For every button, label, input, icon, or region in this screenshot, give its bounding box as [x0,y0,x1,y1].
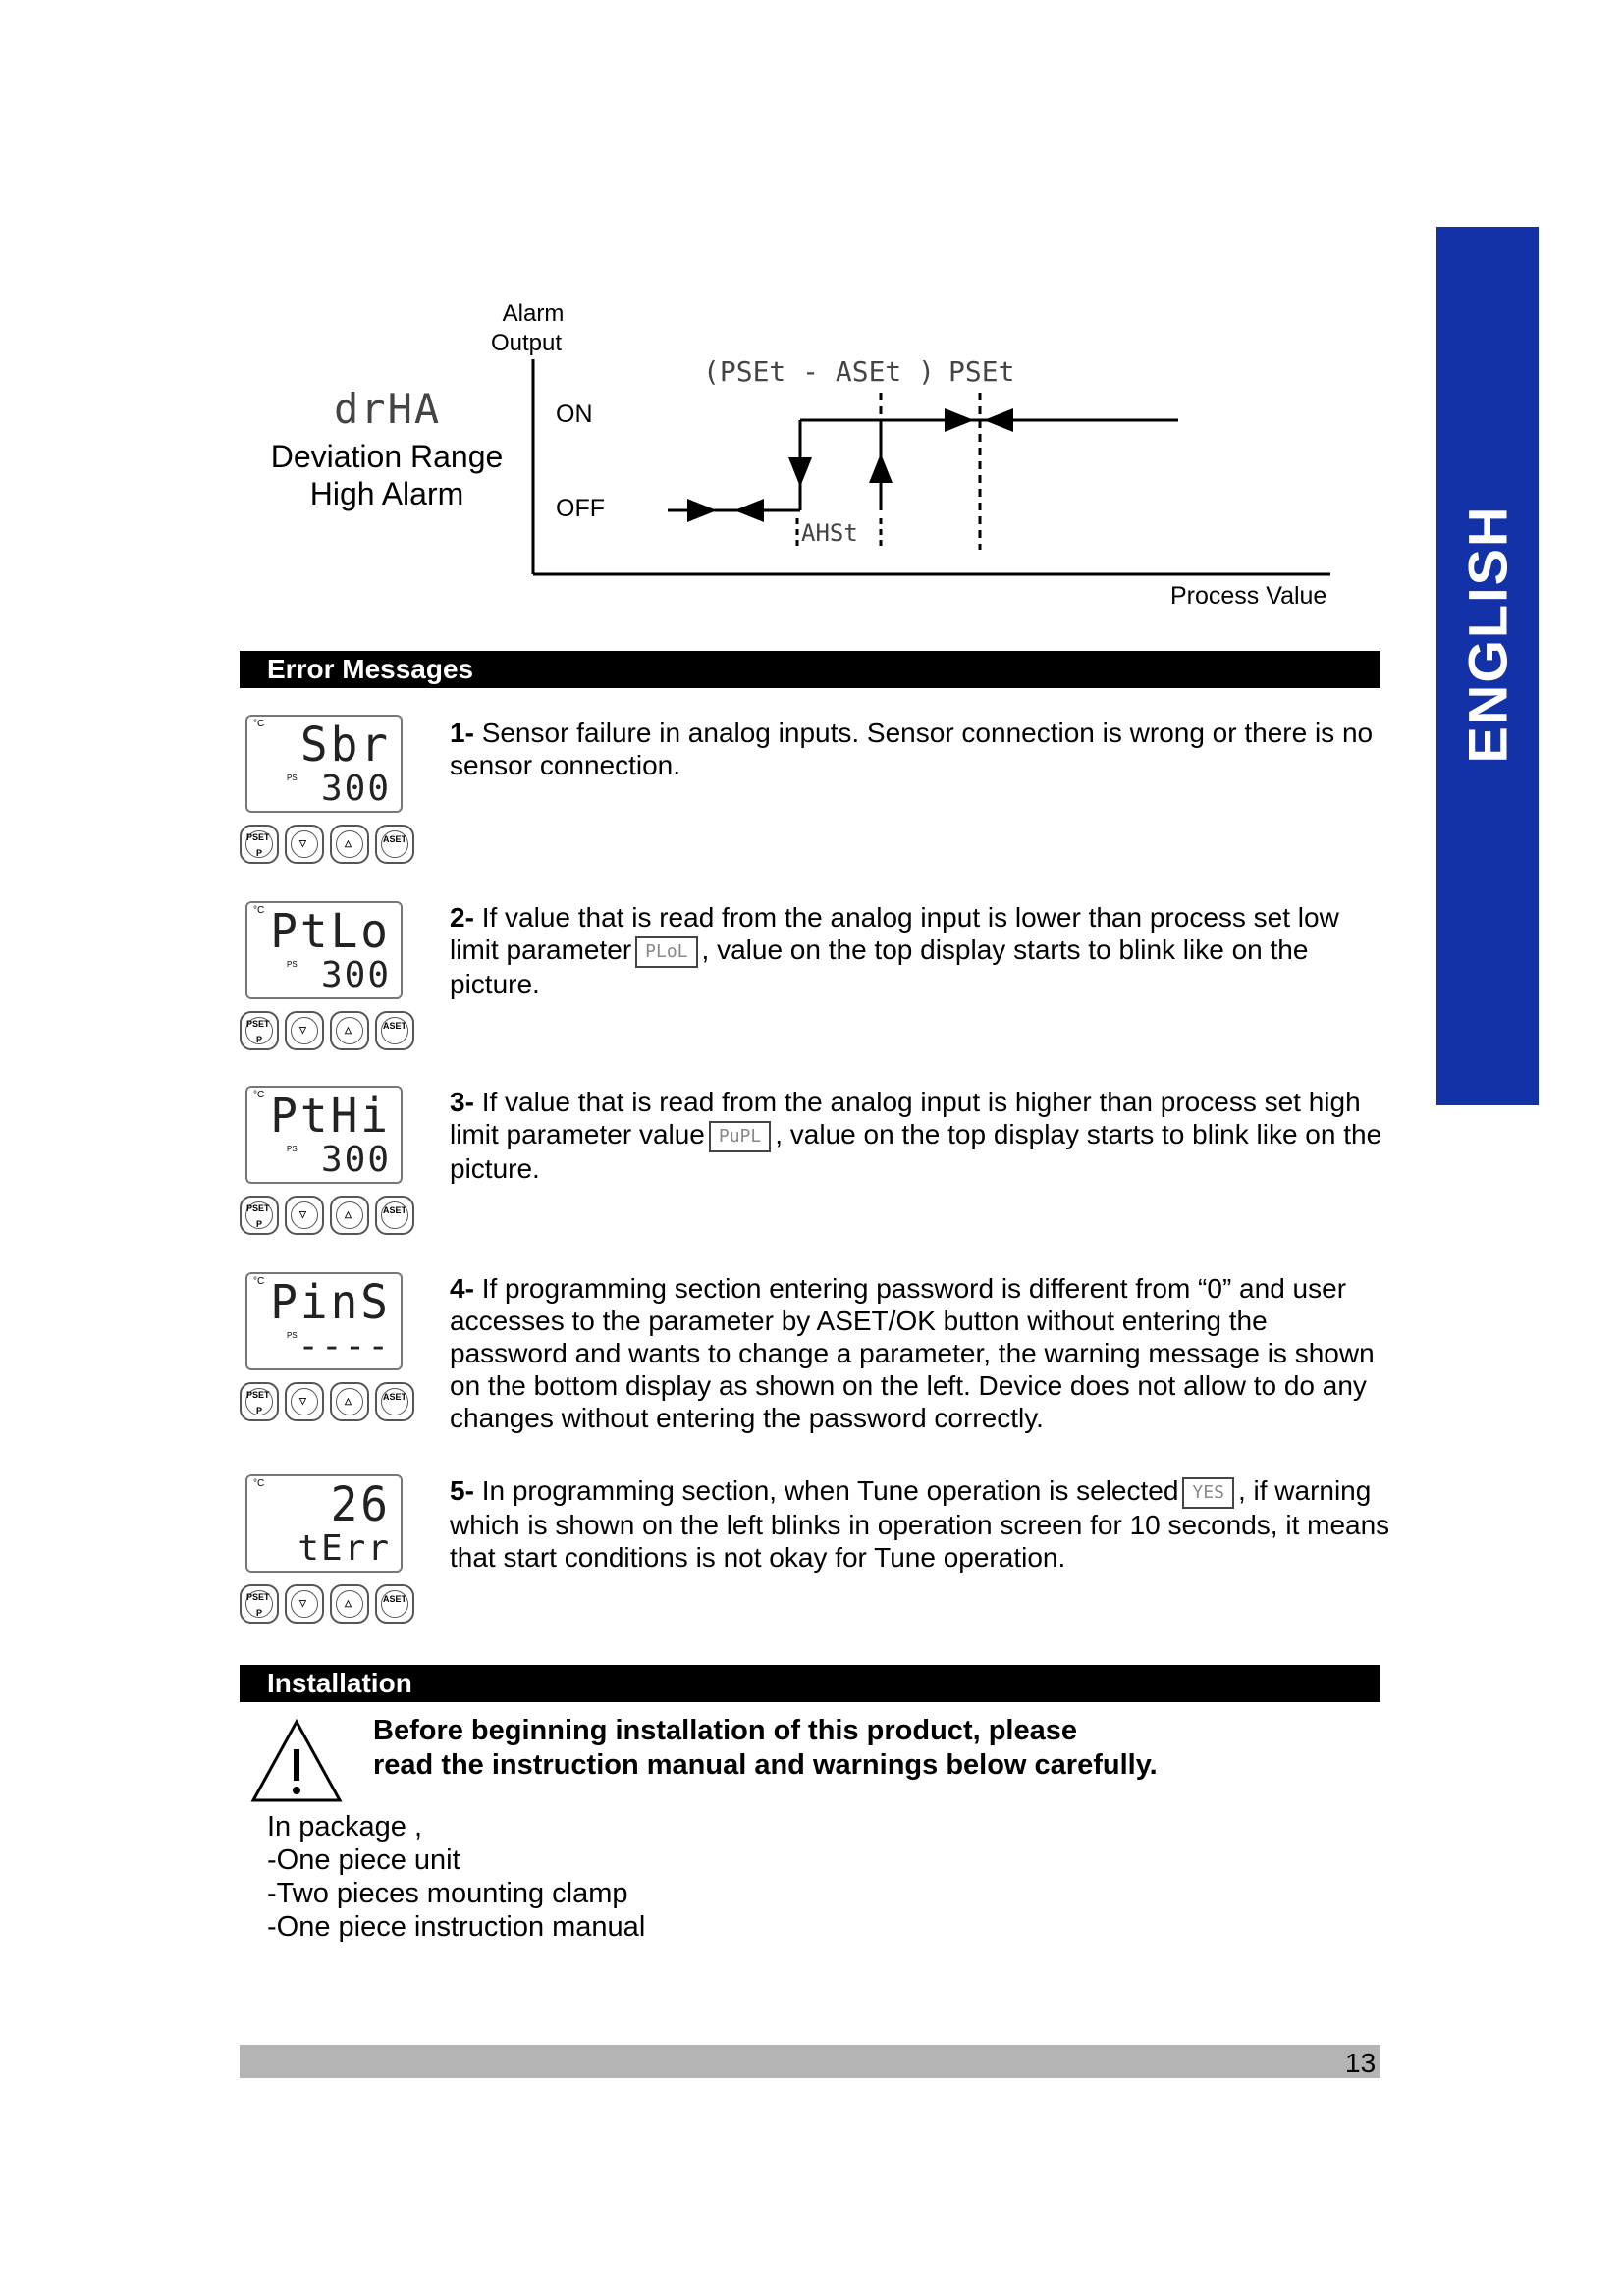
hysteresis-label: AHSt [801,519,858,547]
top-display: PinS [270,1273,391,1330]
inline-code-plol: PLoL [635,936,697,968]
warning-icon [249,1718,344,1806]
ps-label: PS [287,960,298,969]
inline-code-yes: YES [1182,1477,1234,1509]
device-display-5 [240,1474,416,1631]
package-item: -One piece instruction manual [267,1911,646,1943]
up-button: △ [330,825,369,864]
device-display-4 [240,1272,416,1429]
alarm-output-label: Alarm [502,300,565,327]
language-tab-label: ENGLISH [1456,505,1519,764]
installation-warning: Before beginning installation of this product, please read the instruction manual and warnings below carefully. [373,1715,1158,1781]
lcd-screen [245,1474,403,1573]
device-buttons [240,825,416,866]
down-button: ▽ [285,1196,324,1235]
alarm-diagram-graphics [0,0,1624,687]
down-arrow [788,457,812,487]
bottom-display: ---- [298,1326,391,1366]
top-display: 26 [330,1475,391,1532]
error-text-2: 2- If value that is read from the analog input is lower than process set low limit parameter PLoL , value on the top display starts to blink like on the picture. [450,902,1339,999]
bottom-display: 300 [320,769,391,809]
aset-button: ASET [375,1196,414,1235]
error-text-3: 3- If value that is read from the analog input is higher than process set high limit parameter value PuPL , value on the top display starts to blink like on the picture. [450,1087,1382,1184]
x-axis-label: Process Value [1170,582,1327,610]
installation-title: Installation [267,1668,412,1698]
up-button: △ [330,1196,369,1235]
down-button: ▽ [285,1382,324,1421]
error-messages-header [240,651,1380,688]
bottom-display: 300 [320,1140,391,1180]
page-number: 13 [1345,2048,1377,2078]
unit-label: °C [253,1090,265,1100]
error-messages-title: Error Messages [267,654,474,684]
ps-label: PS [287,774,298,782]
inline-code-pupl: PuPL [709,1121,771,1152]
device-buttons [240,1011,416,1052]
unit-label: °C [253,905,265,916]
device-buttons [240,1382,416,1423]
up-button: △ [330,1382,369,1421]
lcd-screen [245,1272,403,1370]
top-display: Sbr [299,716,391,773]
pset-button: PSET P [240,1584,279,1624]
range-label: (PSEt - ASEt ) [703,355,936,388]
bottom-display: 300 [320,955,391,995]
device-display-2 [240,901,416,1058]
pset-button: PSET P [240,825,279,864]
device-buttons [240,1584,416,1626]
error-text-5: 5- In programming section, when Tune operation is selected YES , if warning which is shown on the left blinks in operation screen for 10 seconds, it means that start conditions is not okay for Tune operation. [450,1475,1390,1573]
unit-label: °C [253,719,265,729]
off-label: OFF [556,495,605,522]
lcd-screen [245,715,403,813]
error-text-4: 4- If programming section entering password is different from “0” and user accesses to the parameter by ASET/OK button without entering the password and wants to change a parameter, the warning message is shown on the bottom display as shown on the left. Device does not allow to do any changes without entering the password correctly. [450,1273,1375,1433]
error-text-1: 1- Sensor failure in analog inputs. Sensor connection is wrong or there is no sensor connection. [450,718,1374,780]
pset-button: PSET P [240,1011,279,1050]
package-intro: In package , [267,1811,422,1842]
device-display-3 [240,1086,416,1243]
down-button: ▽ [285,1584,324,1624]
package-item: -One piece unit [267,1844,460,1876]
ps-label: PS [287,1331,298,1340]
display-code-drha: drHA [334,385,442,433]
diagram-title: Deviation Range High Alarm [270,439,504,511]
up-button: △ [330,1584,369,1624]
unit-label: °C [253,1478,265,1489]
package-contents [267,1810,645,1944]
bottom-display: tErr [298,1528,391,1569]
pset-button: PSET P [240,1196,279,1235]
ps-label: PS [287,1145,298,1153]
device-buttons [240,1196,416,1237]
alarm-output-label-2: Output [491,330,563,356]
lcd-screen [245,901,403,999]
on-arrow-right [945,408,974,432]
top-display: PtHi [270,1087,391,1144]
top-display: PtLo [270,902,391,959]
pset-button: PSET P [240,1382,279,1421]
down-button: ▽ [285,1011,324,1050]
on-arrow-left [984,408,1013,432]
up-button: △ [330,1011,369,1050]
off-arrow-left [734,499,764,522]
unit-label: °C [253,1276,265,1287]
device-display-1 [240,715,416,872]
on-label: ON [556,400,593,428]
footer-bar [240,2045,1380,2078]
aset-button: ASET [375,1011,414,1050]
aset-button: ASET [375,1382,414,1421]
up-arrow [869,454,893,483]
off-arrow-right [687,499,717,522]
aset-button: ASET [375,825,414,864]
package-item: -Two pieces mounting clamp [267,1878,628,1909]
lcd-screen [245,1086,403,1184]
pset-label: PSEt [948,355,1015,388]
down-button: ▽ [285,825,324,864]
installation-header [240,1665,1380,1702]
aset-button: ASET [375,1584,414,1624]
